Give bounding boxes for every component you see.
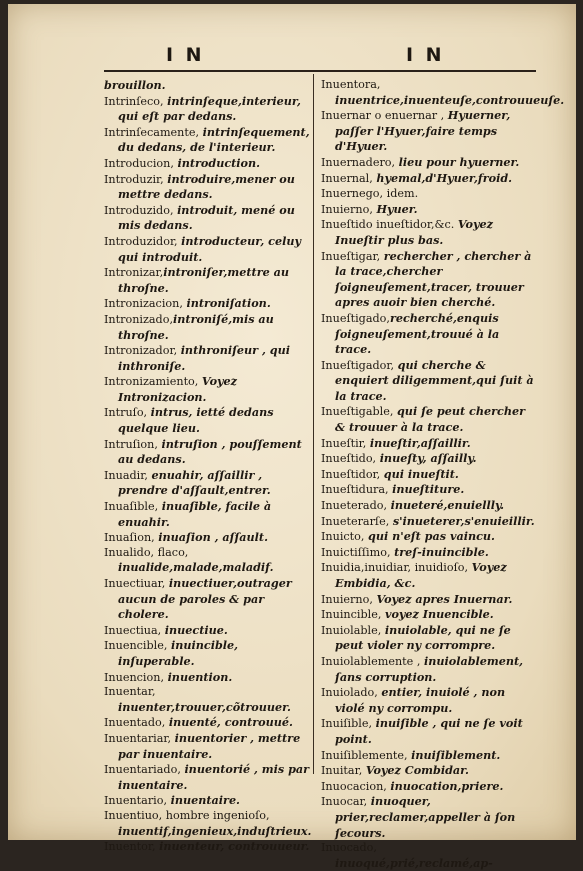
entry-headword: Inuectiua, [104, 623, 165, 637]
dictionary-entry [321, 482, 535, 498]
dictionary-entry [104, 839, 310, 855]
dictionary-entry [104, 94, 310, 125]
dictionary-entry [321, 171, 535, 187]
entry-headword: Inuierno, [321, 202, 377, 216]
dictionary-entry [321, 607, 535, 623]
entry-headword: Inuentar, [104, 685, 156, 699]
entry-definition: intrinſeque,interieur, qui eſt par dedans. [118, 93, 301, 124]
dictionary-entry [321, 794, 535, 841]
entry-headword: Inuicto, [321, 530, 369, 544]
entry-definition: inuentif,ingenieux,induſtrieux. [118, 823, 312, 838]
dictionary-entry [321, 404, 535, 435]
entry-definition: introduction. [177, 155, 261, 170]
entry-definition: introniſé,mis au throſne. [118, 311, 274, 342]
entry-headword: Inueſtigado, [321, 311, 390, 325]
entry-headword: Inuiolablemente , [321, 654, 424, 668]
entry-headword: Inueſtido, [321, 452, 380, 466]
dictionary-entry [104, 374, 310, 405]
entry-headword: Inueſtigador, [321, 358, 398, 372]
dictionary-entry [104, 234, 310, 265]
dictionary-entry [321, 249, 535, 311]
entry-headword: Intronizar, [104, 266, 164, 280]
dictionary-entry [321, 841, 535, 871]
dictionary-entry [321, 685, 535, 716]
entry-definition: qui ſe peut chercher & trouuer à la trace. [335, 404, 525, 435]
entry-headword: Inuocado, [321, 841, 377, 855]
dictionary-entry [104, 203, 310, 234]
dictionary-entry [321, 436, 535, 452]
dictionary-entry [104, 762, 310, 793]
dictionary-entry [104, 296, 310, 312]
entry-headword: Inuaſion, [104, 531, 159, 545]
dictionary-entry [321, 779, 535, 795]
dictionary-entry [104, 530, 310, 546]
entry-headword: Intronizador, [104, 344, 181, 358]
entry-definition: inuoqué,prié,reclamé,ap- [335, 855, 493, 870]
entry-headword: Inuentor, [104, 840, 160, 854]
entry-definition: inthroniſeur , qui inthroniſe. [118, 343, 290, 373]
entry-definition: inuentorié , mis par inuentaire. [118, 762, 310, 792]
entry-definition: introduit, mené ou mis dedans. [118, 202, 295, 233]
dictionary-entry [104, 468, 310, 499]
dictionary-entry [321, 202, 535, 218]
entry-headword: Introduzir, [104, 172, 168, 186]
entry-headword: Intruſion, [104, 437, 162, 451]
entry-definition: inuiolablement, ſans corruption. [335, 653, 524, 684]
dictionary-entry [321, 654, 535, 685]
entry-definition: inuincible, inſuperable. [118, 638, 239, 668]
entry-definition: introduire,mener ou mettre dedans. [118, 171, 295, 202]
entry-definition: intruſion , pouſſement au dedans. [118, 436, 302, 467]
dictionary-entry [104, 715, 310, 731]
entry-headword: Inuincible, [321, 608, 385, 622]
dictionary-entry [104, 343, 310, 374]
entry-headword: Inueterado, [321, 499, 391, 513]
entry-definition: intrus, ietté dedans quelque lieu. [118, 405, 274, 436]
dictionary-entry [104, 670, 310, 686]
entry-headword: Intrinſeco, [104, 94, 168, 108]
entry-headword: Inuentora, [321, 78, 381, 91]
entry-headword: Introduzidor, [104, 234, 182, 248]
dictionary-entry [321, 560, 535, 591]
entry-definition: inueſtir,aſſaillir. [369, 435, 471, 450]
dictionary-entry [104, 685, 310, 715]
dictionary-entry [321, 78, 565, 108]
left-column [104, 78, 310, 855]
entry-headword: Inueſtido inueſtidor,&c. [321, 218, 458, 232]
entry-headword: Inuentariado, [104, 763, 185, 777]
dictionary-entry [321, 155, 535, 171]
entry-definition: entier, inuiolé , non violé ny corrompu. [335, 685, 506, 715]
dictionary-entry [104, 809, 310, 839]
entry-definition: inuentorier , mettre par inuentaire. [118, 730, 301, 761]
entry-definition: inuentaire. [170, 793, 240, 808]
header-rule [104, 70, 536, 72]
dictionary-entry [104, 125, 310, 156]
entry-definition: inuiſible , qui ne ſe voit point. [335, 716, 523, 746]
entry-headword: Inueſtigable, [321, 405, 397, 419]
entry-headword: Inuernego, idem. [321, 187, 419, 201]
entry-headword: Inuernadero, [321, 155, 399, 169]
entry-headword: Inuadir, [104, 468, 152, 482]
dictionary-entry [104, 576, 310, 623]
entry-headword: Inuectiuar, [104, 577, 169, 590]
entry-headword: Inueterarſe, [321, 514, 393, 528]
dictionary-entry [321, 217, 535, 248]
header-left: I N [166, 44, 205, 66]
dictionary-entry [321, 108, 535, 155]
entry-headword: Intruſo, [104, 406, 151, 420]
entry-definition: qui n'eſt pas vaincu. [368, 529, 495, 544]
entry-headword: Inuencible, [104, 639, 171, 653]
entry-headword: Inuaſible, [104, 500, 162, 514]
dictionary-entry [321, 748, 535, 764]
dictionary-entry [321, 498, 535, 514]
dictionary-entry [104, 499, 310, 530]
entry-headword: Inuiſiblemente, [321, 748, 412, 762]
dictionary-entry [104, 437, 310, 468]
dictionary-entry [104, 623, 310, 639]
entry-definition: inuenté, controuué. [168, 715, 293, 730]
entry-definition: inuectiuer,outrager aucun de paroles & par cholere. [118, 576, 292, 622]
dictionary-entry [104, 731, 310, 762]
entry-definition: introducteur, celuy qui introduit. [118, 233, 301, 264]
dictionary-entry [104, 265, 310, 296]
entry-definition: introniſer,mettre au throſne. [118, 265, 290, 295]
entry-headword: Inuentario, [104, 794, 171, 808]
dictionary-entry [321, 186, 535, 202]
entry-headword: Inuocacion, [321, 779, 391, 793]
dictionary-entry [321, 592, 535, 608]
entry-definition: inueſtiture. [392, 482, 465, 497]
dictionary-entry [104, 156, 310, 172]
dictionary-entry [104, 78, 310, 94]
page-header [8, 42, 576, 70]
entry-definition: inuentrice,inuenteuſe,controuueuſe. [335, 92, 565, 107]
entry-headword: Inueſtidura, [321, 483, 393, 497]
entry-definition: inuention. [167, 669, 233, 684]
entry-headword: Intronizado, [104, 312, 174, 326]
entry-headword: Inuernar o enuernar , [321, 109, 448, 123]
entry-definition: Voyez Embidia, &c. [335, 560, 507, 590]
entry-headword: Inuentado, [104, 716, 169, 730]
entry-definition: inuaſible, facile à enuahir. [118, 499, 272, 529]
dictionary-entry [321, 358, 535, 405]
entry-definition: inuiolable, qui ne ſe peut violer ny corrompre. [335, 622, 511, 653]
entry-definition: Voyez Intronizacion. [118, 374, 238, 404]
entry-definition: inuocation,priere. [390, 778, 504, 793]
dictionary-entry [321, 716, 535, 747]
entry-definition: inuenter,trouuer,cõtrouuer. [118, 699, 291, 714]
entry-definition: Hyuerner, paſſer l'Hyuer,faire temps d'Hyuer. [335, 108, 511, 154]
entry-definition: inualide,malade,maladif. [118, 560, 274, 575]
dictionary-entry [104, 793, 310, 809]
entry-definition: hyemal,d'Hyuer,froid. [376, 170, 513, 185]
entry-headword: Inuictiſſimo, [321, 545, 395, 559]
dictionary-entry [321, 545, 535, 561]
entry-definition: introniſation. [186, 296, 271, 311]
entry-headword: Intronizamiento, [104, 375, 202, 389]
entry-definition: inuaſion , aſſault. [158, 530, 268, 545]
entry-definition: inuectiue. [164, 622, 228, 637]
entry-definition: brouillon. [104, 78, 166, 92]
entry-headword: Introducion, [104, 156, 178, 170]
dictionary-entry [104, 172, 310, 203]
dictionary-entry [321, 514, 535, 530]
right-column [321, 78, 565, 871]
entry-headword: Inueſtir, [321, 436, 370, 450]
entry-headword: Inuencion, [104, 670, 168, 684]
entry-definition: treſ-inuincible. [394, 544, 489, 559]
entry-headword: Inuentariar, [104, 731, 175, 745]
entry-headword: Inuiolable, [321, 623, 385, 637]
entry-definition: intrinſequement, du dedans, de l'interieur. [118, 124, 310, 155]
entry-headword: Inuentiuo, hombre ingenioſo, [104, 808, 270, 822]
entry-definition: Voyez Inueſtir plus bas. [335, 217, 493, 247]
entry-definition: voyez Inuencible. [384, 607, 494, 622]
dictionary-entry [321, 623, 535, 654]
column-divider [313, 74, 314, 774]
entry-definition: recherché,enquis ſoigneuſement,trouué à la trace. [335, 310, 500, 357]
dictionary-entry [104, 638, 310, 669]
dictionary-entry [321, 529, 535, 545]
dictionary-entry [321, 451, 535, 467]
entry-headword: Inueſtidor, [321, 467, 384, 481]
entry-headword: Inualido, flaco, [104, 545, 189, 559]
entry-headword: Introduzido, [104, 203, 178, 217]
dictionary-entry [321, 763, 535, 779]
entry-definition: lieu pour hyuerner. [398, 154, 520, 169]
entry-definition: qui inueſtit. [383, 466, 459, 481]
entry-definition: Hyuer. [376, 201, 418, 216]
dictionary-entry [104, 312, 310, 343]
header-right: I N [406, 44, 445, 66]
entry-headword: Inuernal, [321, 171, 377, 185]
entry-definition: inuenteur, controuueur. [159, 839, 310, 854]
entry-headword: Intrinſecamente, [104, 125, 203, 139]
entry-definition: inueteré,enuiellly. [390, 498, 505, 513]
entry-definition: inuoquer, prier,reclamer,appeller à ſon ſecours. [335, 794, 516, 840]
dictionary-entry [321, 467, 535, 483]
entry-definition: enuahir, aſſaillir , prendre d'aſſault,entrer. [118, 467, 271, 498]
entry-headword: Inuiſible, [321, 717, 376, 731]
entry-definition: qui cherche & enquiert diligemment,qui ſuit à la trace. [335, 357, 534, 403]
entry-definition: s'inueterer,s'enuieillir. [392, 513, 535, 528]
entry-headword: Inuierno, [321, 592, 377, 606]
entry-definition: Voyez Combidar. [365, 763, 469, 778]
dictionary-page [8, 4, 576, 870]
entry-headword: Inuidia,inuidiar, inuidioſo, [321, 561, 472, 575]
entry-definition: rechercher , chercher à la trace,chercher ſoigneuſement,tracer, trouuer apres auoir bien cherché. [335, 248, 532, 310]
entry-headword: Inueſtigar, [321, 249, 384, 263]
entry-headword: Inuiolado, [321, 686, 382, 700]
dictionary-entry [104, 546, 310, 576]
entry-headword: Intronizacion, [104, 297, 187, 311]
entry-definition: inueſty, aſſailly. [379, 451, 477, 466]
dictionary-entry [104, 405, 310, 436]
entry-headword: Inuitar, [321, 764, 366, 778]
entry-definition: Voyez apres Inuernar. [376, 591, 513, 606]
dictionary-entry [321, 311, 535, 358]
entry-headword: Inuocar, [321, 795, 371, 809]
entry-definition: inuiſiblement. [411, 747, 501, 762]
